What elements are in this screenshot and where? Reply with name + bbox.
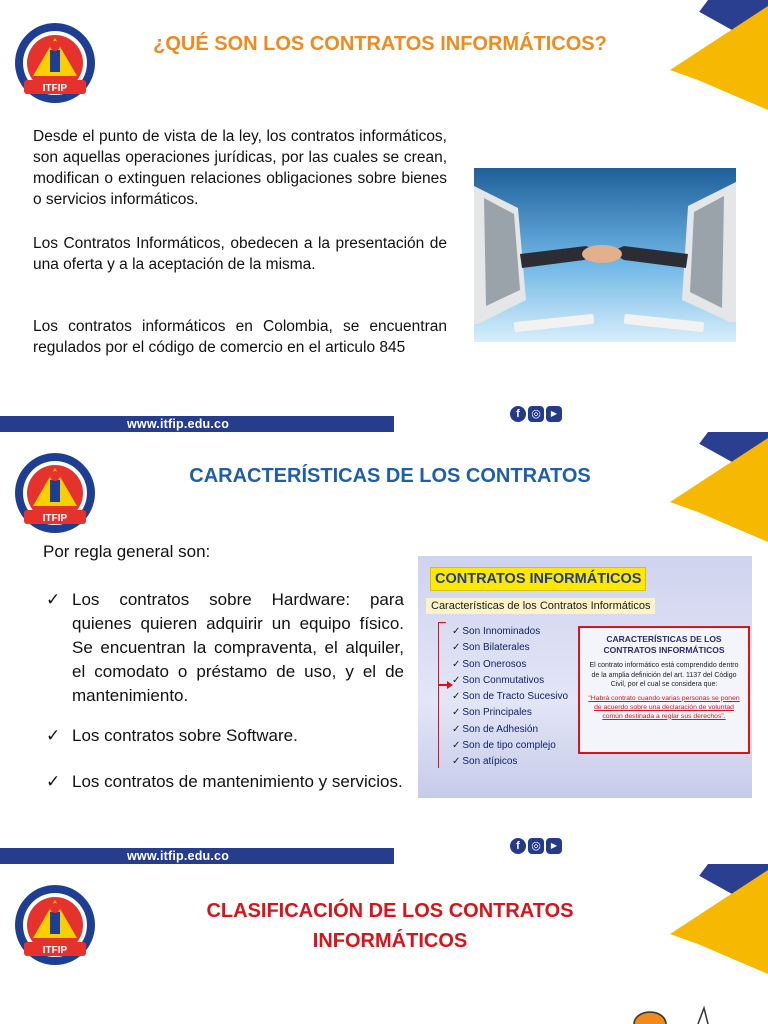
footer-url[interactable]: www.itfip.edu.co	[127, 849, 230, 863]
youtube-icon[interactable]: ▶	[546, 838, 562, 854]
list-item-text: Los contratos de mantenimiento y servicios.	[72, 772, 403, 791]
list-item	[46, 770, 404, 794]
list-item	[46, 588, 404, 708]
list-item-text: Los contratos sobre Hardware: para quienes quieren adquirir un equipo físico. Se encuentran la compraventa, el alquiler, el comodato o préstamo de uso, y el de mantenimiento.	[72, 590, 404, 705]
itfip-logo	[14, 22, 96, 104]
slide-title: ¿QUÉ SON LOS CONTRATOS INFORMÁTICOS?	[153, 33, 607, 55]
diagram-list-item: ✓ Son de Adhesión	[452, 723, 539, 735]
itfip-logo	[14, 884, 96, 966]
footer-bar	[0, 416, 394, 432]
instagram-icon[interactable]: ◎	[528, 838, 544, 854]
diagram-list-item: ✓ Son Onerosos	[452, 658, 527, 670]
paragraph-definition: Desde el punto de vista de la ley, los contratos informáticos, son aquellas operaciones jurídicas, por las cuales se crean, modifican o extinguen relaciones obligaciones sobre bienes o servicios informáticos.	[33, 128, 447, 208]
logo-bottom-text: ITFIP	[42, 945, 68, 956]
diagram-list-item: ✓ Son Innominados	[452, 626, 541, 637]
slide-title: CLASIFICACIÓN DE LOS CONTRATOS INFORMÁTICOS	[206, 900, 574, 952]
characteristics-diagram	[418, 556, 752, 798]
footer-url[interactable]: www.itfip.edu.co	[127, 417, 230, 431]
definition-box-title: CARACTERÍSTICAS DE LOS CONTRATOS INFORMÁTICOS	[603, 634, 725, 655]
itfip-logo	[14, 452, 96, 534]
logo-bottom-text: ITFIP	[42, 513, 68, 524]
paragraph-colombia: Los contratos informáticos en Colombia, se encuentran regulados por el código de comercio en el articulo 845	[33, 318, 447, 356]
diagram-list-item: ✓ Son Bilaterales	[452, 642, 530, 654]
footer-bar	[0, 848, 394, 864]
slide-what-are-contracts	[0, 0, 768, 432]
diagram-list-item: ✓ Son de Tracto Sucesivo	[452, 691, 569, 703]
definition-box-body: El contrato informático está comprendido dentro de la amplia definición del art. 1137 del Código Civil, por el cual se considera que:	[589, 662, 739, 688]
list-item	[46, 724, 404, 748]
handshake-computers-image	[474, 168, 736, 342]
check-icon: ✓	[46, 726, 61, 745]
diagram-bracket	[438, 622, 446, 768]
slide-title: CARACTERÍSTICAS DE LOS CONTRATOS	[189, 465, 591, 487]
check-icon: ✓	[46, 772, 61, 791]
youtube-icon[interactable]: ▶	[546, 406, 562, 422]
facebook-icon[interactable]: f	[510, 406, 526, 422]
slide-classification	[0, 864, 768, 1024]
social-icons	[510, 838, 562, 854]
diagram-list	[452, 624, 568, 771]
definition-box	[578, 626, 750, 754]
diagram-list-item: ✓ Son Principales	[452, 707, 532, 719]
lead-text: Por regla general son:	[43, 542, 211, 561]
definition-box-quote: "Habrá contrato cuando varias personas se ponen de acuerdo sobre una declaración de voluntad común destinada a reglar sus derechos".	[588, 694, 740, 720]
diagram-list-item: ✓ Son Conmutativos	[452, 674, 545, 686]
logo-bottom-text: ITFIP	[42, 83, 68, 94]
cartoon-figure-partial	[628, 1004, 718, 1024]
paragraph-offer: Los Contratos Informáticos, obedecen a la presentación de una oferta y a la aceptación de la misma.	[33, 235, 447, 273]
slide-characteristics	[0, 432, 768, 864]
facebook-icon[interactable]: f	[510, 838, 526, 854]
diagram-heading: CONTRATOS INFORMÁTICOS	[430, 567, 646, 591]
instagram-icon[interactable]: ◎	[528, 406, 544, 422]
diagram-subheading: Características de los Contratos Informáticos	[426, 598, 655, 614]
diagram-list-item: ✓ Son de tipo complejo	[452, 740, 556, 752]
list-item-text: Los contratos sobre Software.	[72, 726, 298, 745]
diagram-list-item: ✓ Son atípicos	[452, 756, 518, 768]
check-icon: ✓	[46, 590, 61, 609]
social-icons	[510, 406, 562, 422]
